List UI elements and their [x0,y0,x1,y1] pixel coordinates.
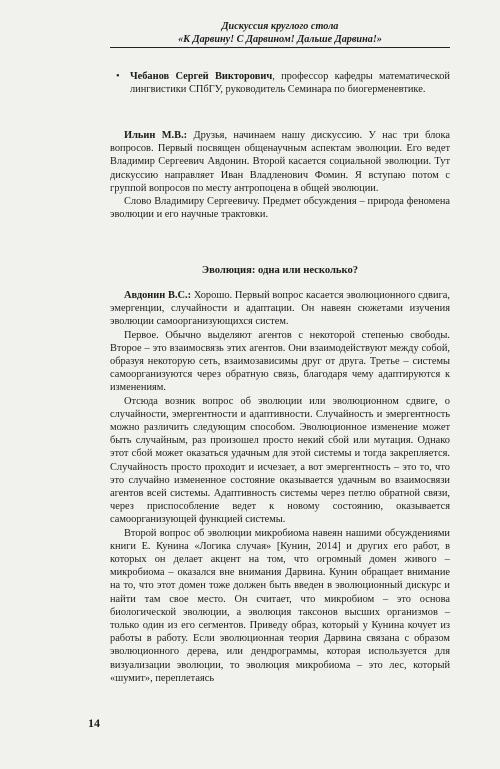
avdonin-paragraph-2: Первое. Обычно выделяют агентов с некоторой степенью свободы. Второе – это взаимосвязь этих агентов. Они взаимодействуют между собой, образуя некоторую сеть, взаимозависимы друг от друга. Третье – системы самоорганизуются через обратную связь, благодаря чему адаптируются к изменениям. [110,329,450,394]
running-head-line-1: Дискуссия круглого стола [221,21,339,32]
ilyin-block [110,129,450,221]
avdonin-paragraph-4: Второй вопрос об эволюции микробиома навеян нашими обсуждениями книги Е. Кунина «Логика случая» [Кунин, 2014] и других его работ, в которых он делает акцент на том, что огромный домен живого – микробиома – оказался вне внимания Дарвина. Кунин обращает внимание на то, что этот домен тоже должен быть введен в эволюционный дискурс и найти там свое место. Он считает, что микробиом – это основа биологической эволюции, а эволюция таксонов высших организмов – только один из его сегментов. Приведу образ, который у Кунина кочует из работы в работу. Если эволюционная теория Дарвина связана с образом эволюционного дерева, или дендрограммы, которая используется для визуализации эволюции, то эволюция микробиома – это лес, который «шумит», переплетаясь [110,527,450,684]
participant-description: , профессор кафедры математической лингвистики СПбГУ, руководитель Семинара по биогерменевтике. [130,71,450,96]
running-head [110,21,450,46]
avdonin-text-1: Хорошо. Первый вопрос касается эволюционного сдвига, эмергенции, случайности и адаптации. Он навеян сюжетами изучения эволюции самоорганизующихся систем. [110,290,450,328]
participant-entry [110,70,450,96]
header-rule [110,47,450,48]
avdonin-paragraph-3: Отсюда возник вопрос об эволюции или эволюционном сдвиге, о случайности, эмергентности и адаптивности. Случайность и эмергентность можно различить следующим способом. Эволюционное изменение может быть случайным, раз произошел просто некий сбой или мутация. Однако этот сбой может оказаться удачным для этой системы и тогда закрепляется. Случайность просто проходит и исчезает, а вот эмергентность – это то, что это случайно измененное состояние оказывается удачным во взаимосвязи агентов всей системы. Адаптивность системы через петлю обратной связи, через приспособление ведет к новому состоянию, оказывается самоорганизующей функцией системы. [110,395,450,526]
participant-name: Чебанов Сергей Викторович [130,71,273,82]
avdonin-paragraph-1 [110,289,450,329]
ilyin-paragraph-1 [110,129,450,195]
bullet-icon: • [116,71,120,82]
speaker-avdonin: Авдонин В.С.: [124,290,192,301]
running-head-line-2: «К Дарвину! С Дарвином! Дальше Дарвина!» [178,33,382,45]
speaker-ilyin: Ильин М.В.: [124,130,188,141]
section-title: Эволюция: одна или несколько? [201,265,359,276]
participant-text [130,70,450,96]
avdonin-block [110,289,450,685]
ilyin-paragraph-2: Слово Владимиру Сергеевичу. Предмет обсуждения – природа феномена эволюции и его научные трактовки. [110,196,450,221]
page-number: 14 [88,716,100,730]
ilyin-text-1: Друзья, начинаем нашу дискуссию. У нас три блока вопросов. Первый посвящен общенаучным аспектам эволюции. Его ведет Владимир Сергеевич Авдонин. Второй касается социальной эволюции. Тут дискуссию направляет Иван Владленович Фомин. Я вступаю потом с группой вопросов по месту антропоцена в общей эволюции. [110,130,450,194]
